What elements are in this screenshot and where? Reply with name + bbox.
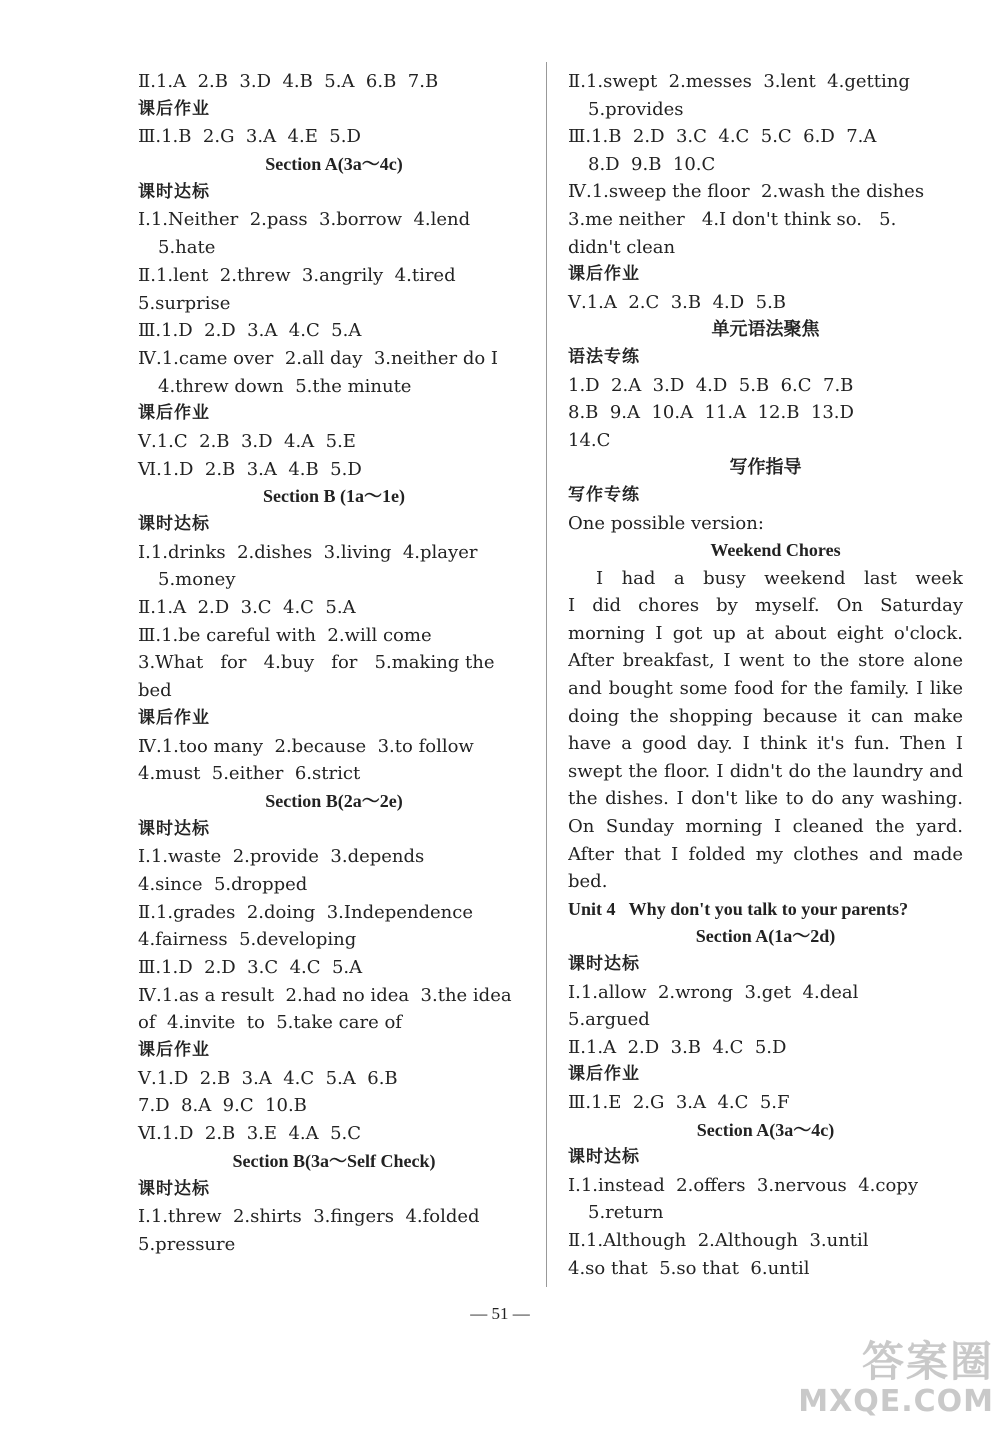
left-column (138, 68, 530, 1259)
category-heading: 课时达标 (138, 818, 210, 839)
answer-line: didn't clean (568, 236, 676, 258)
category-heading: 课时达标 (138, 181, 210, 202)
answer-line: 8.B 9.A 10.A 11.A 12.B 13.D (568, 402, 854, 424)
answer-line: Ⅳ.1.sweep the floor 2.wash the dishes (568, 181, 925, 203)
answer-line: Ⅱ.1.Although 2.Although 3.until (568, 1229, 869, 1251)
answer-line: Ⅰ.1.drinks 2.dishes 3.living 4.player (138, 541, 478, 563)
answer-line: 8.D 9.B 10.C (588, 153, 716, 175)
essay-line: morning I got up at about eight o'clock. (568, 622, 963, 644)
answer-line: Ⅳ.1.came over 2.all day 3.neither do I (138, 347, 499, 369)
answer-line: Ⅳ.1.as a result 2.had no idea 3.the idea (138, 984, 512, 1006)
answer-line: Ⅰ.1.Neither 2.pass 3.borrow 4.lend (138, 209, 471, 231)
section-title: Section B(2a～2e) (265, 790, 403, 811)
essay-line: doing the shopping because it can make (568, 705, 963, 727)
answer-line: Ⅰ.1.instead 2.offers 3.nervous 4.copy (568, 1174, 918, 1196)
answer-line: Ⅰ.1.allow 2.wrong 3.get 4.deal (568, 981, 859, 1003)
answer-line: Ⅳ.1.too many 2.because 3.to follow (138, 735, 474, 757)
answer-line: 5.argued (568, 1009, 650, 1031)
answer-line: Ⅲ.1.E 2.G 3.A 4.C 5.F (568, 1091, 790, 1113)
answer-line: 5.surprise (138, 292, 231, 314)
answer-line: Ⅴ.1.C 2.B 3.D 4.A 5.E (138, 430, 356, 452)
category-heading: 课时达标 (138, 514, 210, 534)
answer-line: 14.C (568, 429, 611, 451)
answer-line: Ⅵ.1.D 2.B 3.E 4.A 5.C (138, 1123, 362, 1145)
answer-line: Ⅲ.1.B 2.D 3.C 4.C 5.C 6.D 7.A (568, 126, 877, 148)
answer-line: 5.return (588, 1202, 664, 1224)
category-heading: 课后作业 (568, 1064, 640, 1085)
essay-line: swept the floor. I didn't do the laundry and (568, 760, 963, 782)
section-title: Section A(3a～4c) (265, 154, 403, 175)
answer-line: Ⅱ.1.swept 2.messes 3.lent 4.getting (568, 71, 910, 92)
answer-line: 5.hate (158, 237, 216, 259)
category-heading: 课时达标 (138, 1178, 210, 1199)
category-heading: 课后作业 (568, 264, 640, 285)
answer-line: Ⅲ.1.B 2.G 3.A 4.E 5.D (138, 126, 361, 148)
answer-line: 5.pressure (138, 1233, 236, 1255)
right-column (568, 68, 963, 1282)
essay-line: After that I folded my clothes and made (568, 843, 963, 865)
category-heading: 课后作业 (138, 98, 210, 119)
unit-title: Unit 4 Why don't you talk to your parents? (568, 898, 909, 919)
answer-line: 4.fairness 5.developing (138, 929, 357, 951)
essay-line: have a good day. I think it's fun. Then I (568, 733, 963, 755)
category-heading: 课后作业 (138, 1040, 210, 1061)
answer-line: Ⅲ.1.D 2.D 3.C 4.C 5.A (138, 957, 363, 978)
essay-line: I did chores by myself. On Saturday (568, 595, 963, 617)
answer-line: 5.provides (588, 98, 684, 120)
answer-line: Ⅰ.1.threw 2.shirts 3.fingers 4.folded (138, 1206, 480, 1228)
answer-line: 4.must 5.either 6.strict (138, 763, 361, 785)
category-heading: 语法专练 (568, 346, 640, 367)
page-number: — 51 — (470, 1304, 530, 1323)
section-title: 写作指导 (729, 457, 802, 478)
answer-line: Ⅵ.1.D 2.B 3.A 4.B 5.D (138, 458, 362, 480)
essay-line: and bought some food for the family. I like (568, 678, 963, 700)
answer-line: Ⅱ.1.grades 2.doing 3.Independence (138, 901, 474, 923)
category-heading: 课时达标 (568, 954, 640, 974)
answer-line: 3.What for 4.buy for 5.making the (138, 652, 495, 674)
section-title: Section A(3a～4c) (696, 1119, 835, 1140)
column-divider (546, 62, 547, 1287)
answer-line: of 4.invite to 5.take care of (138, 1012, 402, 1034)
category-heading: 课时达标 (568, 1147, 640, 1168)
answer-line: Ⅱ.1.lent 2.threw 3.angrily 4.tired (138, 264, 456, 286)
answer-line: 4.so that 5.so that 6.until (568, 1257, 810, 1279)
essay-line: On Sunday morning I cleaned the yard. (568, 816, 963, 838)
section-title: Section A(1a～2d) (695, 926, 836, 947)
essay-line: I had a busy weekend last week (596, 567, 963, 589)
answer-line: 1.D 2.A 3.D 4.D 5.B 6.C 7.B (568, 374, 854, 396)
answer-line: 4.threw down 5.the minute (158, 375, 412, 397)
section-title: Section B (1a～1e) (263, 486, 405, 507)
watermark-brand: 答案圈 (861, 1337, 994, 1386)
category-heading: 课后作业 (138, 707, 210, 728)
section-title: Section B(3a～Self Check) (232, 1150, 436, 1171)
answer-line: One possible version: (568, 512, 764, 534)
answer-line: 4.since 5.dropped (138, 873, 308, 895)
essay-title: Weekend Chores (710, 540, 841, 561)
category-heading: 课后作业 (138, 403, 210, 424)
answer-line: Ⅰ.1.waste 2.provide 3.depends (138, 846, 425, 868)
category-heading: 写作专练 (568, 484, 640, 505)
watermark-url: MXQE.COM (798, 1384, 994, 1419)
answer-line: Ⅱ.1.A 2.D 3.C 4.C 5.A (138, 597, 356, 619)
answer-line: 7.D 8.A 9.C 10.B (138, 1095, 307, 1117)
answer-line: 3.me neither 4.I don't think so. 5. (568, 208, 897, 230)
essay-line: bed. (568, 871, 608, 893)
answer-line: Ⅴ.1.D 2.B 3.A 4.C 5.A 6.B (138, 1067, 398, 1089)
answer-line: 5.money (158, 569, 236, 591)
answer-line: Ⅱ.1.A 2.D 3.B 4.C 5.D (568, 1036, 787, 1058)
answer-line: bed (138, 680, 172, 702)
answer-line: Ⅴ.1.A 2.C 3.B 4.D 5.B (568, 291, 787, 313)
section-title: 单元语法聚焦 (711, 319, 820, 340)
answer-line: Ⅲ.1.be careful with 2.will come (138, 624, 432, 646)
watermark-logo (668, 1334, 994, 1424)
essay-line: After breakfast, I went to the store alone (568, 650, 963, 672)
essay-line: the dishes. I don't like to do any washing. (568, 788, 963, 810)
answer-line: Ⅲ.1.D 2.D 3.A 4.C 5.A (138, 320, 362, 342)
answer-line: Ⅱ.1.A 2.B 3.D 4.B 5.A 6.B 7.B (138, 71, 439, 92)
